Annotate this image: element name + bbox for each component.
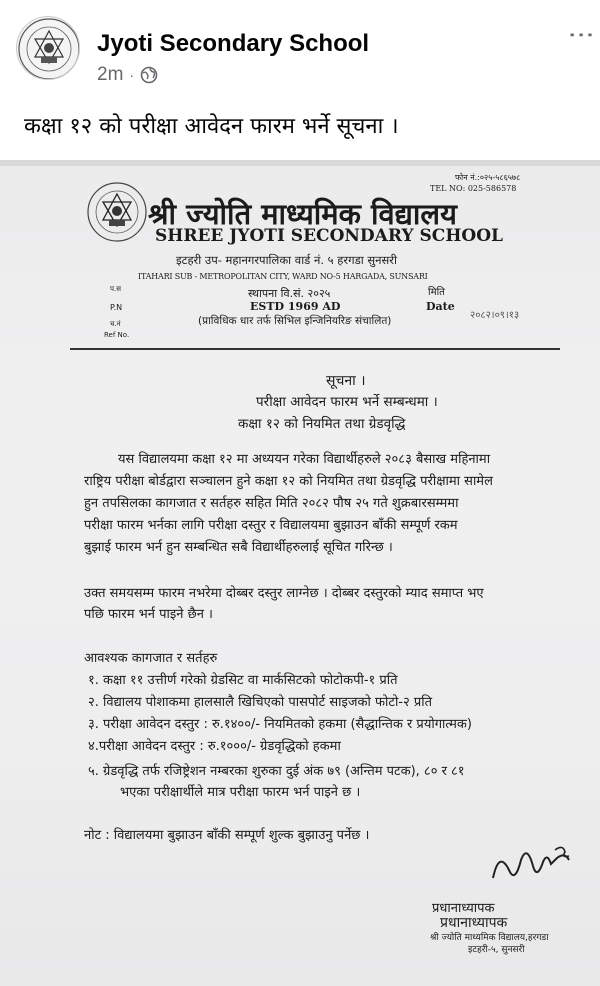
notice-subject-2: कक्षा १२ को नियमित तथा ग्रेडवृद्धि	[238, 416, 406, 432]
para2-line: पछि फारम भर्न पाइने छैन ।	[84, 607, 213, 622]
estd-en: ESTD 1969 AD	[250, 300, 341, 313]
globe-icon	[140, 66, 158, 84]
requirement-item: २. विद्यालय पोशाकमा हालसालै खिचिएको पासपोर्ट साइजको फोटो-२ प्रति	[88, 695, 433, 710]
handwritten-signature	[485, 840, 575, 890]
para1-line: परीक्षा फारम भर्नका लागि परीक्षा दस्तुर र विद्यालयमा बुझाउन बाँकी सम्पूर्ण रकम	[84, 518, 458, 533]
school-name-en: SHREE JYOTI SECONDARY SCHOOL	[155, 226, 503, 246]
requirement-item: ५. ग्रेडवृद्धि तर्फ रजिष्ट्रेशन नम्बरका शुरुका दुई अंक ७९ (अन्तिम पटक), ८० र ८१	[88, 764, 465, 779]
date-value: २०८२।०९।१३	[470, 310, 520, 321]
para2-line: उक्त समयसम्म फारम नभरेमा दोब्बर दस्तुर लाग्नेछ । दोब्बर दस्तुरको म्याद समाप्त भए	[84, 586, 484, 601]
page-avatar[interactable]	[16, 16, 80, 80]
stream-note: (प्राविधिक धार तर्फ सिभिल इन्जिनियरिङ संचालित)	[198, 315, 392, 327]
phone-np: फोन नं.:०२५-५८६५७८	[455, 173, 521, 182]
more-options-icon[interactable]: ⋮	[566, 22, 596, 49]
school-logo-icon	[17, 17, 80, 80]
post-meta	[97, 64, 158, 86]
stamp-title: प्रधानाध्यापक	[440, 915, 508, 931]
notice-photo	[0, 160, 600, 986]
label-pa: प.स	[110, 285, 121, 293]
notice-subject-1: परीक्षा आवेदन फारम भर्ने सम्बन्धमा ।	[256, 394, 438, 410]
meta-separator: ·	[129, 67, 135, 83]
notice-note: नोट : विद्यालयमा बुझाउन बाँकी सम्पूर्ण शुल्क बुझाउनु पर्नेछ ।	[84, 828, 370, 843]
phone-en: TEL NO: 025-586578	[430, 184, 517, 193]
notice-heading: सूचना ।	[326, 373, 366, 389]
para1-line: बुझाई फारम भर्न हुन सम्बन्धित सबै विद्यार्थीहरुलाई सूचित गरिन्छ ।	[84, 540, 393, 555]
signature-title: प्रधानाध्यापक	[432, 901, 495, 916]
stamp-line-1: श्री ज्योति माध्यमिक विद्यालय,हरगडा	[430, 933, 549, 943]
para1-line: राष्ट्रिय परीक्षा बोर्डद्वारा सञ्चालन हुने कक्षा १२ को नियमित तथा ग्रेडवृद्धि परीक्षामा सामेल	[84, 474, 493, 489]
requirement-item: ४.परीक्षा आवेदन दस्तुर : रु.१०००/- ग्रेडवृद्धिको हकमा	[88, 739, 341, 754]
para1-line: यस विद्यालयमा कक्षा १२ मा अध्ययन गरेका विद्यार्थीहरुले २०८३ बैसाख महिनामा	[118, 452, 491, 467]
label-pn: P.N	[110, 303, 123, 312]
address-np: इटहरी उप- महानगरपालिका वार्ड नं. ५ हरगडा सुनसरी	[176, 253, 397, 267]
date-label-np: मिति	[428, 287, 445, 298]
post-header	[0, 0, 600, 160]
stamp-line-2: इटहरी-५, सुनसरी	[468, 945, 525, 955]
page-name[interactable]: Jyoti Secondary School	[97, 30, 370, 57]
label-ch: च.नं	[110, 320, 121, 328]
school-crest-icon	[85, 180, 149, 244]
label-ref: Ref No.	[104, 331, 130, 339]
post-text: कक्षा १२ को परीक्षा आवेदन फारम भर्ने सूचना ।	[24, 114, 399, 139]
date-label-en: Date	[426, 300, 455, 313]
school-name-np: श्री ज्योति माध्यमिक विद्यालय	[148, 197, 457, 231]
requirements-heading: आवश्यक कागजात र सर्तहरु	[84, 651, 218, 666]
requirement-item-cont: भएका परीक्षार्थीले मात्र परीक्षा फारम भर्न पाइने छ ।	[120, 785, 361, 800]
requirement-item: १. कक्षा ११ उत्तीर्ण गरेको ग्रेडसिट वा मार्कसिटको फोटोकपी-१ प्रति	[88, 673, 398, 688]
estd-np: स्थापना वि.सं. २०२५	[248, 287, 331, 300]
requirement-item: ३. परीक्षा आवेदन दस्तुर : रु.१४००/- नियमितको हकमा (सैद्धान्तिक र प्रयोगात्मक)	[88, 717, 472, 732]
address-en: ITAHARI SUB - METROPOLITAN CITY, WARD NO-5 HARGADA, SUNSARI	[138, 272, 428, 281]
letterhead-divider	[70, 348, 560, 350]
post-time[interactable]: 2m	[97, 64, 124, 85]
para1-line: हुन तपसिलका कागजात र सर्तहरु सहित मिति २०८२ पौष २५ गते शुक्रबारसम्ममा	[84, 496, 459, 511]
